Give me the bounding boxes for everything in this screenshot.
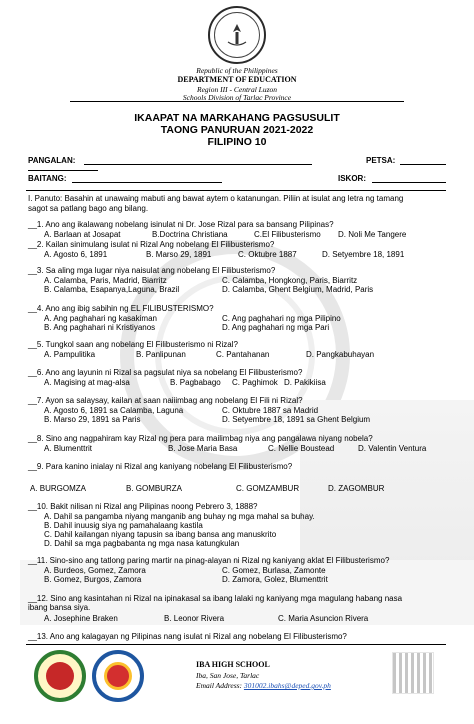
q9-option-d: D. ZAGOMBUR	[328, 484, 385, 493]
q2-option-c: C. Oktubre 1887	[238, 250, 297, 259]
q7-option-c: C. Oktubre 1887 sa Madrid	[222, 406, 319, 415]
q8-option-d: D. Valentin Ventura	[358, 444, 427, 453]
q6-option-d: D. Pakikiisa	[284, 378, 326, 387]
q7-option-d: D. Setyembre 18, 1891 sa Ghent Belgium	[222, 415, 371, 424]
exam-title: IKAAPAT NA MARKAHANG PAGSUSULIT	[134, 112, 340, 124]
q7-option-b: B. Marso 29, 1891 sa Paris	[44, 415, 141, 424]
name-field[interactable]	[84, 164, 312, 165]
q4-option-a: A. Ang paghahari ng kasakiman	[44, 314, 157, 323]
republic-line: Republic of the Philippines	[196, 66, 278, 75]
section-label: BAITANG:	[28, 174, 67, 183]
footer-email-label: Email Address:	[196, 681, 244, 690]
date-field[interactable]	[400, 164, 446, 165]
question-3: __3. Sa aling mga lugar niya naisulat ang nobelang El Filibusterismo?	[28, 266, 276, 275]
q5-option-d: D. Pangkabuhayan	[306, 350, 375, 359]
q8-option-c: C. Nellie Boustead	[268, 444, 335, 453]
date-label: PETSA:	[366, 156, 396, 165]
q12-option-c: C. Maria Asuncion Rivera	[278, 614, 369, 623]
q8-option-b: B. Jose Maria Basa	[168, 444, 238, 453]
q8-option-a: A. Blumenttrit	[44, 444, 93, 453]
division-line: Schools Division of Tarlac Province	[182, 93, 292, 102]
name-field-extra	[28, 170, 98, 171]
section-field[interactable]	[72, 182, 222, 183]
q12-option-b: B. Leonor Rivera	[164, 614, 225, 623]
score-label: ISKOR:	[338, 174, 366, 183]
q2-option-b: B. Marso 29, 1891	[146, 250, 212, 259]
question-1: __1. Ano ang ikalawang nobelang isinulat ni Dr. Jose Rizal para sa bansang Pilipinas?	[28, 220, 334, 229]
deped-seal-icon	[208, 6, 266, 64]
question-6: __6. Ano ang layunin ni Rizal sa pagsulat niya sa nobelang El Filibusterismo?	[28, 368, 303, 377]
q11-option-a: A. Burdeos, Gomez, Zamora	[44, 566, 146, 575]
q9-option-a: A. BURGOMZA	[30, 484, 87, 493]
instructions-line1: I. Panuto: Basahin at unawaing mabuti ang bawat aytem o katanungan. Piliin at isulat ang letra ng tamang	[28, 194, 404, 203]
q9-option-b: B. GOMBURZA	[126, 484, 183, 493]
q3-option-b: B. Calamba, Esapanya,Laguna, Brazil	[44, 285, 180, 294]
question-13: __13. Ano ang kalagayan ng Pilipinas nang isulat ni Rizal ang nobelang El Filibusterismo?	[28, 632, 347, 641]
question-8: __8. Sino ang nagpahiram kay Rizal ng pera para mailimbag niya ang pangalawa niyang nobela?	[28, 434, 373, 443]
q4-option-b: B. Ang paghahari ni Kristiyanos	[44, 323, 156, 332]
footer-divider	[26, 644, 446, 645]
logo-center	[46, 662, 74, 690]
question-11: __11. Sino-sino ang tatlong paring martir na pinag-alayan ni Rizal ng kaniyang aklat El Filibusterismo?	[28, 556, 390, 565]
footer-email-link[interactable]: 301002.ibahs@deped.gov.ph	[243, 681, 331, 690]
q7-option-a: A. Agosto 6, 1891 sa Calamba, Laguna	[44, 406, 184, 415]
q10-option-a: A. Dahil sa pangamba niyang manganib ang buhay ng mga mahal sa buhay.	[44, 512, 315, 521]
qr-code-icon	[392, 652, 434, 694]
division-logo-icon	[92, 650, 144, 702]
q5-option-a: A. Pampulitika	[44, 350, 96, 359]
q12-option-a: A. Josephine Braken	[44, 614, 118, 623]
school-logo-icon	[34, 650, 86, 702]
q1-option-c: C.El Filibusterismo	[254, 230, 321, 239]
question-10: __10. Bakit nilisan ni Rizal ang Pilipinas noong Pebrero 3, 1888?	[28, 502, 258, 511]
question-2: __2. Kailan sinimulang isulat ni Rizal Ang nobelang El Filibusterismo?	[28, 240, 275, 249]
seal-center	[214, 12, 260, 58]
q4-option-d: D. Ang paghahari ng mga Pari	[222, 323, 330, 332]
q1-option-d: D. Noli Me Tangere	[338, 230, 407, 239]
footer-address: Iba, San Jose, Tarlac	[196, 671, 260, 680]
q4-option-c: C. Ang paghahari ng mga Pilipino	[222, 314, 341, 323]
footer-school-name: IBA HIGH SCHOOL	[196, 660, 270, 669]
subject-title: FILIPINO 10	[207, 136, 267, 148]
question-12: __12. Sino ang kasintahan ni Rizal na ipinakasal sa ibang lalaki ng kaniyang mga magulang habang nasa	[28, 594, 403, 603]
q6-option-c: C. Paghimok	[232, 378, 278, 387]
logo-center	[104, 662, 132, 690]
q6-option-a: A. Magising at mag-alsa	[44, 378, 130, 387]
q2-option-d: D. Setyembre 18, 1891	[322, 250, 405, 259]
school-year: TAONG PANURUAN 2021-2022	[160, 124, 314, 136]
fields-divider	[26, 190, 446, 191]
instructions-line2: sagot sa patlang bago ang bilang.	[28, 204, 149, 213]
question-9: __9. Para kanino inialay ni Rizal ang kaniyang nobelang El Filibusterismo?	[28, 462, 293, 471]
q6-option-b: B. Pagbabago	[170, 378, 221, 387]
q11-option-b: B. Gomez, Burgos, Zamora	[44, 575, 142, 584]
q2-option-a: A. Agosto 6, 1891	[44, 250, 108, 259]
q5-option-b: B. Panlipunan	[136, 350, 186, 359]
question-4: __4. Ano ang ibig sabihin ng EL FILIBUSTERISMO?	[28, 304, 214, 313]
footer-email-line	[196, 681, 331, 690]
region-line: Region III - Central Luzon	[197, 85, 277, 94]
q9-option-c: C. GOMZAMBUR	[236, 484, 300, 493]
question-5: __5. Tungkol saan ang nobelang El Filibusterismo ni Rizal?	[28, 340, 238, 349]
q1-option-b: B.Doctrina Christiana	[152, 230, 228, 239]
q10-option-d: D. Dahil sa mga pagbabanta ng mga nasa katungkulan	[44, 539, 240, 548]
score-field[interactable]	[372, 182, 446, 183]
q5-option-c: C. Pantahanan	[216, 350, 270, 359]
department-line: DEPARTMENT OF EDUCATION	[177, 75, 297, 84]
q3-option-a: A. Calamba, Paris, Madrid, Biarritz	[44, 276, 167, 285]
question-12-cont: ibang bansa siya.	[28, 603, 91, 612]
question-7: __7. Ayon sa salaysay, kailan at saan naiiimbag ang nobelang El Fili ni Rizal?	[28, 396, 303, 405]
q11-option-d: D. Zamora, Golez, Blumenttrit	[222, 575, 328, 584]
q3-option-c: C. Calamba, Hongkong, Paris, Biarritz	[222, 276, 358, 285]
q11-option-c: C. Gomez, Burlasa, Zamonte	[222, 566, 326, 575]
q1-option-a: A. Barlaan at Josapat	[44, 230, 121, 239]
q10-option-b: B. Dahil inuusig siya ng pamahalaang kastila	[44, 521, 203, 530]
q10-option-c: C. Dahil kailangan niyang tapusin sa ibang bansa ang manuskrito	[44, 530, 277, 539]
torch-icon	[222, 20, 252, 50]
q3-option-d: D. Calamba, Ghent Belgium, Madrid, Paris	[222, 285, 374, 294]
name-label: PANGALAN:	[28, 156, 76, 165]
